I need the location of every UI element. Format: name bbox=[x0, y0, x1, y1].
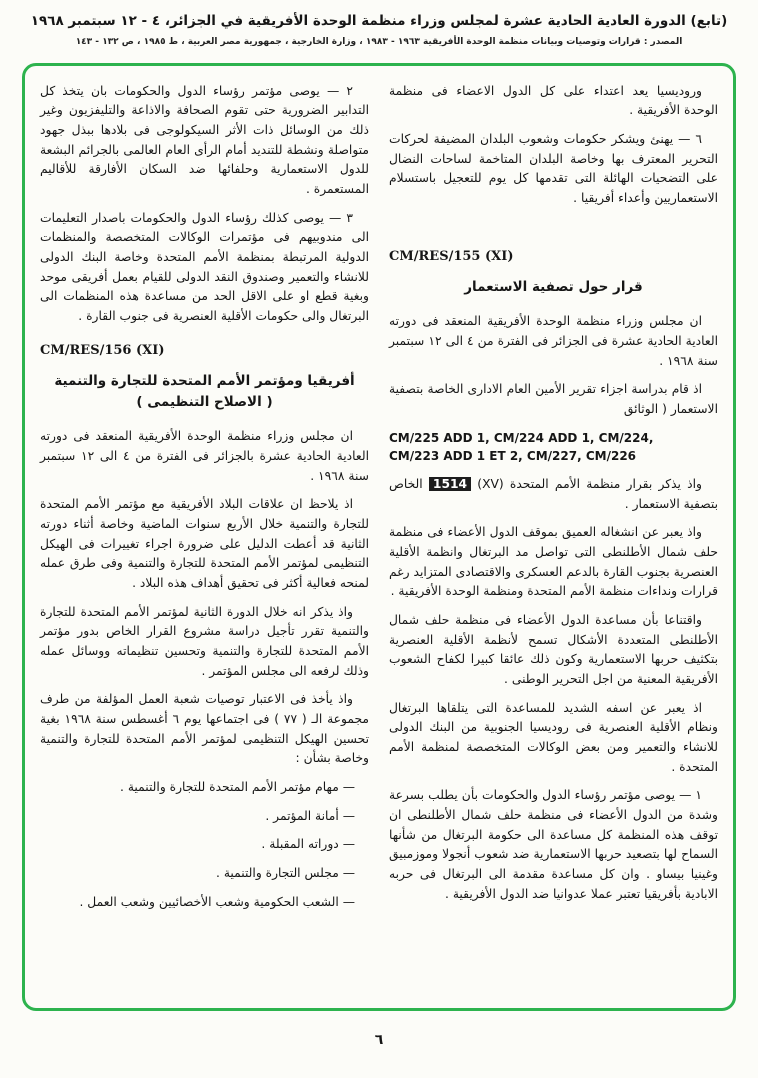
paragraph-nato-concern: واذ يعبر عن انشغاله العميق بموقف الدول الأعضاء فى منظمة حلف شمال الأطلنطى التى تواصل مد البرتغال وانظمة الأقلية العنصرية بجنوب القارة بالدعم العسكرى والاقتصادى المتزايد رغم قرارات ونداءات منظمة الأمم المتحدة ومنظمة الوحدة الأفريقية . bbox=[389, 525, 718, 599]
paragraph-regret-world-bank: اذ يعبر عن اسفه الشديد للمساعدة التى يتلقاها البرتغال ونظام الأقلية العنصرية فى روديسيا الجنوبية من البنك الدولى للانشاء والتعمير ومن بعض الوكالات المتخصصة لمنظمة الأمم المتحدة . bbox=[389, 700, 718, 774]
resolution-title-decolonization: قرار حول تصفية الاستعمار bbox=[464, 279, 643, 296]
document-refs-line-2: CM/223 ADD 1 ET 2, CM/227, CM/226 bbox=[389, 449, 637, 464]
document-footer bbox=[22, 1011, 736, 1078]
document-continuation-title: (تابع) الدورة العادية الحادية عشرة لمجلس وزراء منظمة الوحدة الأفريقية في الجزائر، ٤ - ١٢ سبتمبر ١٩٦٨ bbox=[30, 13, 728, 29]
right-column bbox=[389, 82, 718, 998]
paragraph-recalling-second-session: واذ يذكر انه خلال الدورة الثانية لمؤتمر الأمم المتحدة للتجارة والتنمية تقرر تأجيل دراسة مشروع القرار الخاص بدور مؤتمر الأمم المتحدة للتجارة والتنمية وتحسين تنظيماته ووسائل عمله وذلك لرفعه الى مجلس المؤتمر . bbox=[40, 604, 369, 678]
paragraph-clause-1: ١ — يوصى مؤتمر رؤساء الدول والحكومات بأن يطلب بسرعة وشدة من الدول الأعضاء فى منظمة حلف شمال الأطلنطى ان توقف هذه المنظمة كل مساعدة الى حكومة البرتغال من شأنها السماح لها بتصعيد حربها الاستعمارية ضد شعوب أنجولا وموزمبيق وغينيا بيساو . وان كل مساعدة مقدمة الى البرتغال فى حربه الابادية بأفريقيا تعتبر عملا عدوانيا ضد الدول الأفريقية . bbox=[389, 788, 718, 901]
document-header bbox=[22, 12, 736, 47]
unctad-title-line-1: أفريقيا ومؤتمر الأمم المتحدة للتجارة والتنمية bbox=[54, 373, 355, 390]
un-resolution-number-boxed: 1514 bbox=[429, 477, 471, 491]
recommendations-list bbox=[40, 778, 355, 912]
paragraph-council-opening-unctad: ان مجلس وزراء منظمة الوحدة الأفريقية المنعقد فى دورته العادية الحادية عشرة بالجزائر فى الفترة من ٤ الى ١٢ سبتمبر سنة ١٩٦٨ . bbox=[40, 429, 369, 483]
paragraph-clause-6: ٦ — يهنئ ويشكر حكومات وشعوب البلدان المضيفة لحركات التحرير المعترف بها وخاصة البلدان المتاخمة لساحات النضال على التضحيات الهائلة التى تقدمها كل يوم للتعجيل باستسلام الاستعماريين وأعداء أفريقيا . bbox=[389, 131, 718, 205]
list-item: — مهام مؤتمر الأمم المتحدة للتجارة والتنمية . bbox=[120, 780, 355, 795]
paragraph-noting-relations: اذ يلاحظ ان علاقات البلاد الأفريقية مع مؤتمر الأمم المتحدة للتجارة والتنمية خلال الأربع سنوات الماضية وخاصة أثناء دورته الثانية قد أعطت الدليل على ضرورة اجراء تغييرات فى الهيكل التنظيمى لمؤتمر الأمم المتحدة للتجارة والتنمية وفى طرق عمله لمنحه فعالية أكثر فى تحقيق أهداف هذه البلاد . bbox=[40, 497, 369, 590]
paragraph-council-opening: ان مجلس وزراء منظمة الوحدة الأفريقية المنعقد فى دورته العادية الحادية عشرة فى الجزائر فى الفترة من ٤ الى ١٢ سبتمبر سنة ١٩٦٨ . bbox=[389, 314, 719, 368]
paragraph-considering-group-77: واذ يأخذ فى الاعتبار توصيات شعبة العمل المؤلفة من طرف مجموعة الـ ( ٧٧ ) فى اجتماعها يوم ٦ أغسطس سنة ١٩٦٨ بغية تحسين الهيكل التنظيمى لمؤتمر الأمم المتحدة للتجارة والتنمية وخاصة بشأن : bbox=[40, 692, 369, 766]
paragraph-conviction: واقتناعا بأن مساعدة الدول الأعضاء فى منظمة حلف شمال الأطلنطى المتعددة الأشكال تسمح لأنظمة الأقلية العنصرية بتكثيف حربها الاستعمارية وكون ذلك عائقا كبيرا لكفاح الشعوب الأفريقية المعنية من اجل التحرير الوطنى . bbox=[389, 612, 718, 686]
list-item: — دوراته المقبلة . bbox=[261, 837, 355, 852]
list-item: — الشعب الحكومية وشعب الأخصائيين وشعب العمل . bbox=[79, 894, 355, 909]
un-resolution-text-after: الخاص بتصفية الاستعمار . bbox=[389, 476, 718, 511]
list-item: — مجلس التجارة والتنمية . bbox=[216, 866, 355, 881]
resolution-code-cm-res-156: CM/RES/156 (XI) bbox=[40, 342, 165, 358]
document-reference-codes bbox=[389, 429, 718, 466]
unctad-title-line-2: ( الاصلاح التنظيمى ) bbox=[136, 394, 273, 411]
paragraph-clause-3: ٣ — يوصى كذلك رؤساء الدول والحكومات باصدار التعليمات الى مندوبيهم فى مؤتمرات الوكالات المتخصصة والمنظمات الدولية المرتبطة بمنظمة الأمم المتحدة وخاصة البنك الدولى للانشاء والتعمير وصندوق النقد الدولى للقيام بعمل أفريقى موحد وبغية قطع او على الاقل الحد من مساعدة هذه المنظمات الى البرتغال والى حكومات الأقلية العنصرية فى جنوب القارة . bbox=[40, 210, 369, 323]
un-resolution-roman-numeral: (XV) bbox=[477, 476, 504, 491]
paragraph-clause-2: ٢ — يوصى مؤتمر رؤساء الدول والحكومات بان يتخذ كل التدابير الضرورية حتى تقوم الصحافة والاذاعة والتليفزيون وغير ذلك من الوسائل ذات الأثر السيكولوجى فى بلادها ببذل جهود متواصلة ونشطة للتنديد أمام الرأى العام العالمى بالجرائم البشعة للدول الاستعمارية وحلفائها ضد السكان الأفارقة للأقاليم المستعمرة . bbox=[40, 83, 369, 196]
page-number: ٦ bbox=[374, 1032, 384, 1049]
paragraph-documents-intro: اذ قام بدراسة اجزاء تقرير الأمين العام الادارى الخاصة بتصفية الاستعمار ( الوثائق bbox=[389, 382, 718, 416]
resolution-code-cm-res-155: CM/RES/155 (XI) bbox=[389, 248, 514, 264]
green-border-box bbox=[22, 63, 736, 1011]
document-refs-line-1: CM/225 ADD 1, CM/224 ADD 1, CM/224, bbox=[389, 430, 654, 445]
resolution-title-unctad bbox=[46, 371, 363, 413]
document-source-line: المصدر : قرارات وتوصيات وبيانات منظمة الوحدة الأفريقية ١٩٦٣ - ١٩٨٣ ، وزارة الخارجية ، جمهورية مصر العربية ، ط ١٩٨٥ ، ص ١٣٢ - ١٤٣ bbox=[75, 36, 683, 47]
paragraph-un-resolution-1514 bbox=[389, 475, 718, 514]
two-column-layout bbox=[40, 82, 718, 998]
un-resolution-text-before: واذ يذكر بقرار منظمة الأمم المتحدة bbox=[509, 476, 702, 491]
paragraph-rhodesia-continuation: وروديسيا يعد اعتداء على كل الدول الاعضاء فى منظمة الوحدة الأفريقية . bbox=[389, 83, 718, 118]
left-column bbox=[40, 82, 369, 998]
list-item: — أمانة المؤتمر . bbox=[265, 808, 355, 823]
